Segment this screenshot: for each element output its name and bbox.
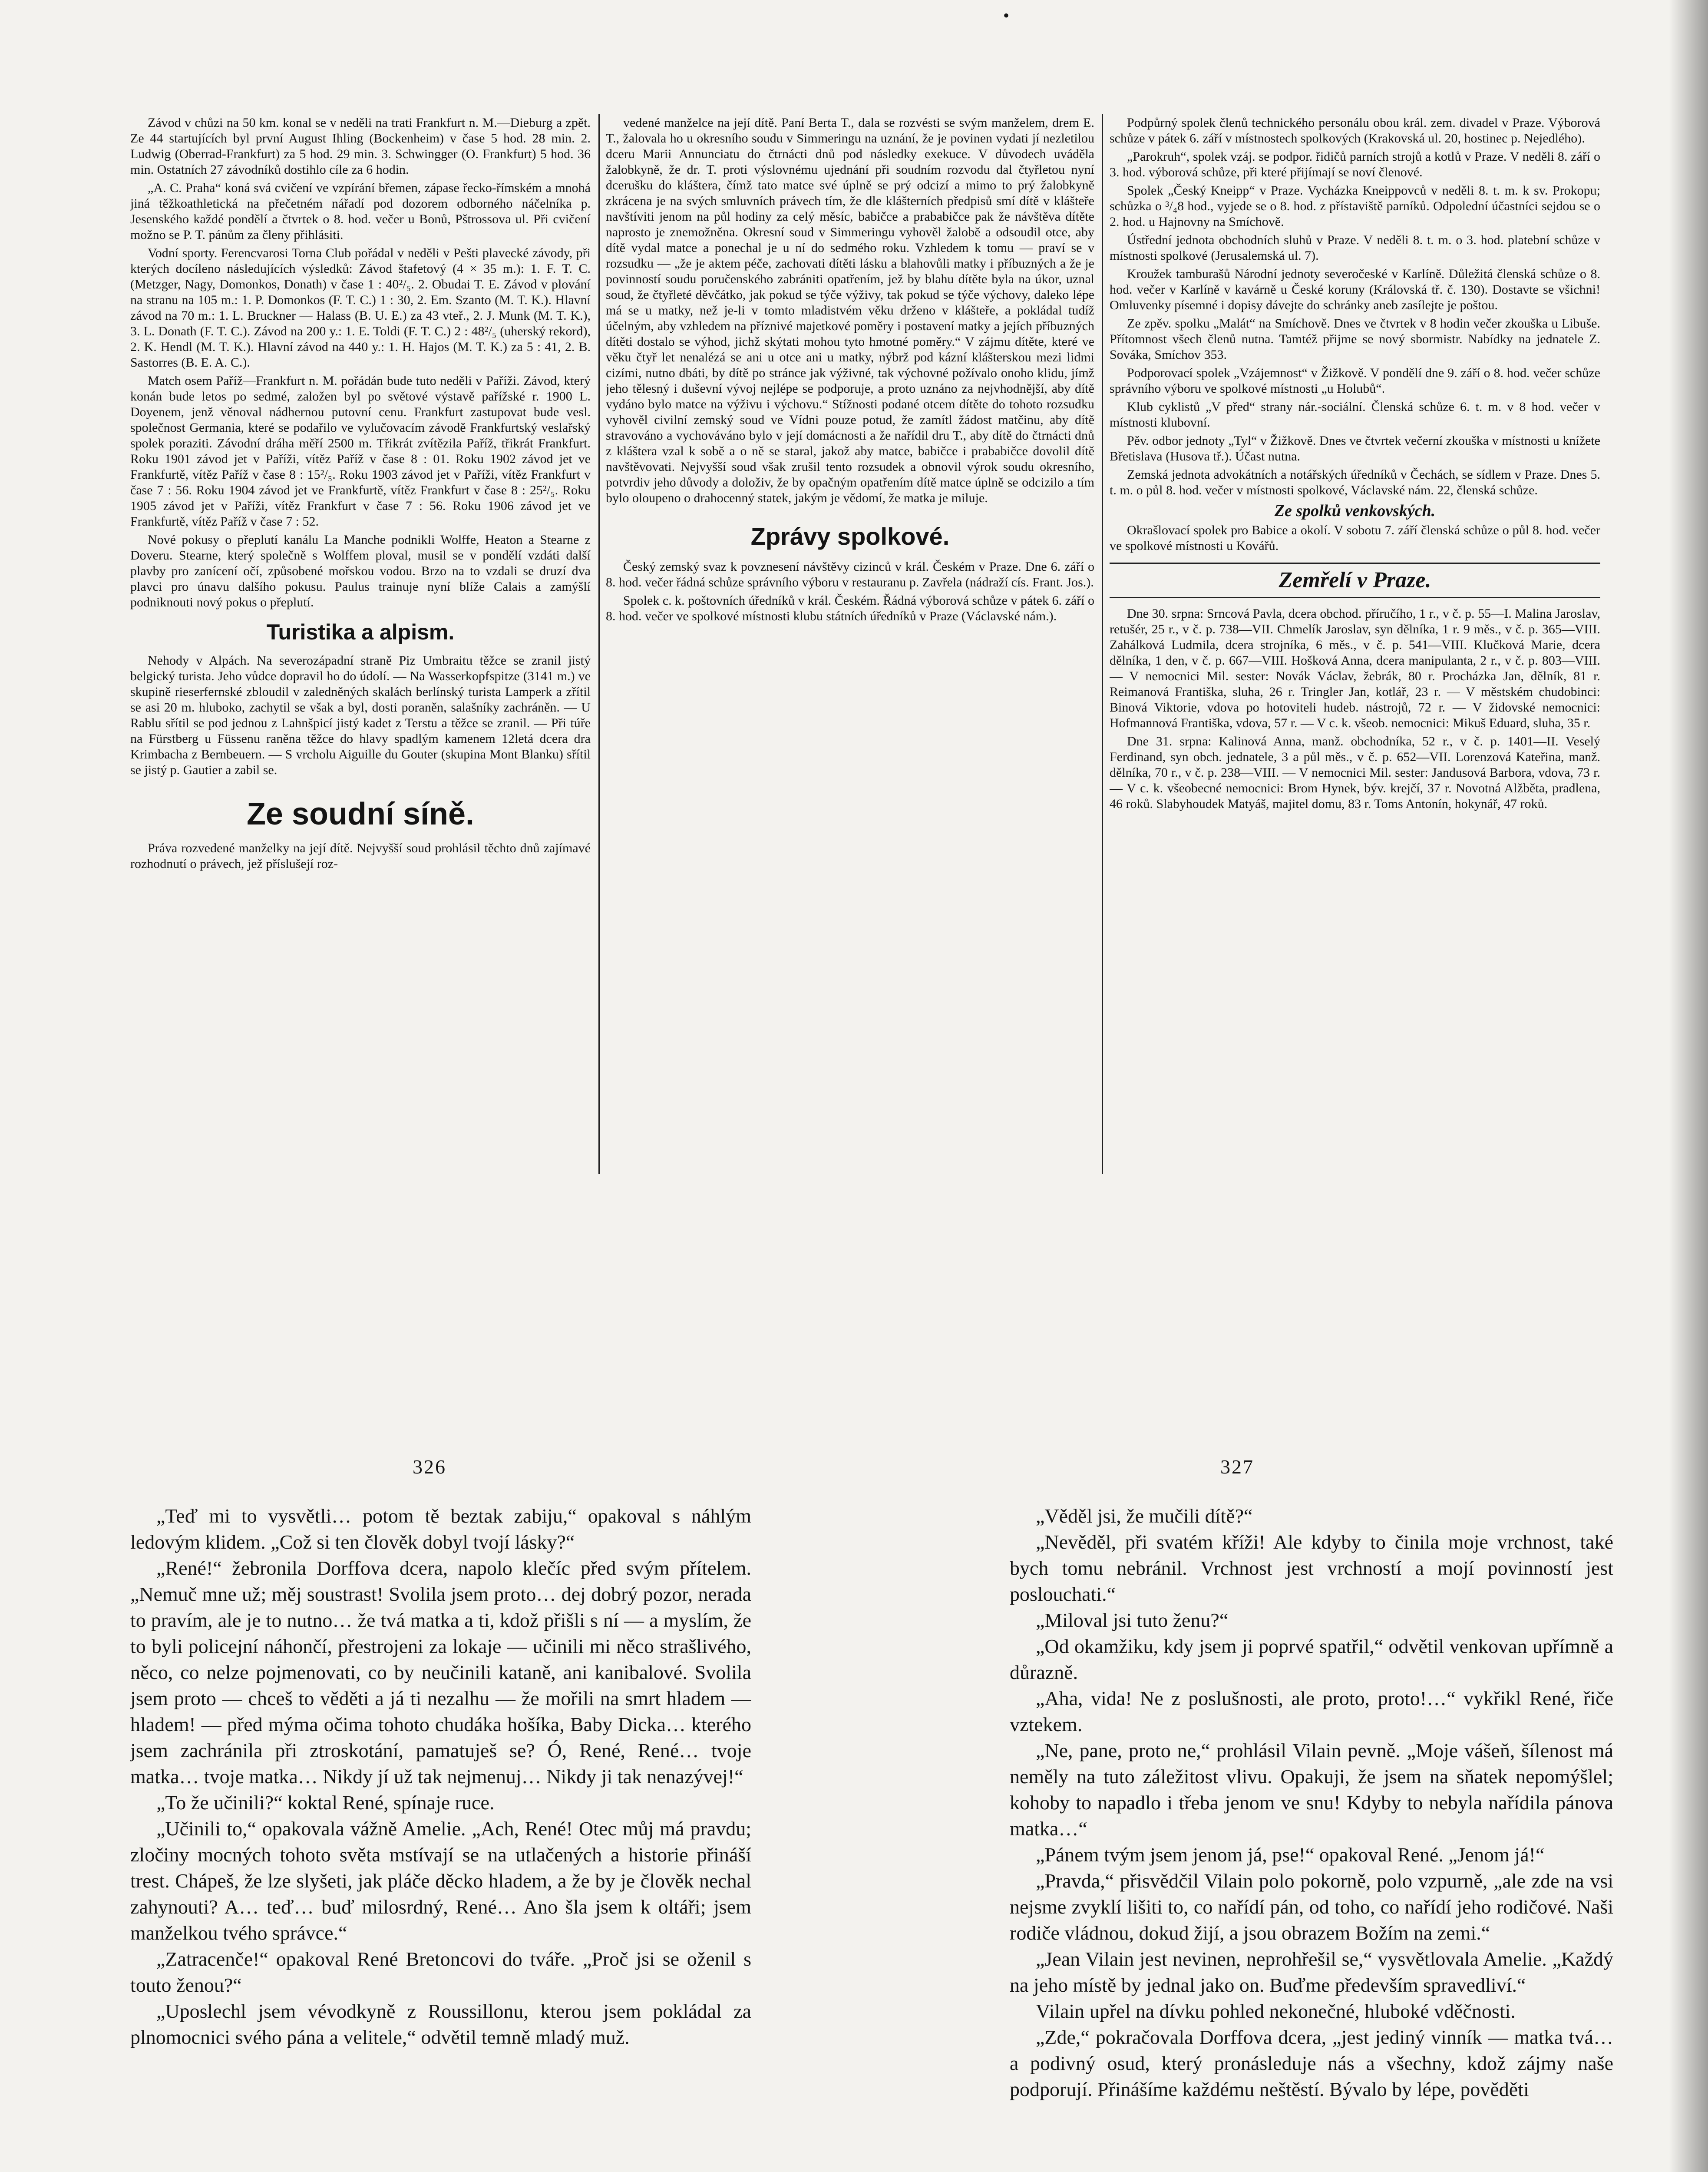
story-paragraph: „Od okamžiku, kdy jsem ji poprvé spatřil,“ odvětil venkovan upřímně a důrazně. bbox=[1010, 1635, 1613, 1683]
spolky-paragraph: Podpůrný spolek členů technického personálu obou král. zem. divadel v Praze. Výborová schůze v pátek 6. září v místnostech spolkových (Krakovská ul. 20, hostinec p. Nejedlého). bbox=[1110, 116, 1600, 146]
sport-paragraph: Nové pokusy o přeplutí kanálu La Manche podnikli Wolffe, Heaton a Stearne z Doveru. Stearne, který společně s Wolffem ploval, musil se v pondělí vzdáti další plavby pro zanícení očí, způsobené mořskou vodou. Brzo na to vzdali se druzí dva plavci pro únavu dalšího pokusu. Paulus trainuje nyní blíže Calais a zamýšlí podniknouti nový pokus o přeplutí. bbox=[130, 533, 591, 609]
section-heading-turistika: Turistika a alpism. bbox=[266, 620, 455, 644]
sport-paragraph: Vodní sporty. Ferencvarosi Torna Club pořádal v neděli v Pešti plavecké závody, při kterých docíleno následujících výsledků: Závod štafetový (4 × 35 m.): 1. F. T. C. (Metzger, Nagy, Domonkos, Donath) v čase 1 : 40²/₅. 2. Obudai T. E. Závod v plování na stranu na 105 m.: 1. P. Domonkos (F. T. C.) 1 : 30, 2. Em. Szanto (M. T. K.). Hlavní závod na 70 m.: 1. L. Bruckner — Halass (B. U. E.) za 43 vteř., 2. J. Munk (M. T. K.), 3. L. Donath (F. T. C.). Závod na 200 y.: 1. E. Toldi (F. T. C.) 2 : 48²/₅ (uherský rekord), 2. K. Hendl (M. T. K.). Hlavní závod na 440 y.: 1. H. Hajos (M. T. K.) za 5 : 41, 2. B. Sastorres (B. E. A. C.). bbox=[130, 246, 591, 370]
story-paragraph: „Aha, vida! Ne z poslušnosti, ale proto, proto!…“ vykřikl René, řiče vztekem. bbox=[1010, 1687, 1613, 1735]
story-paragraph: „Učinili to,“ opakovala vážně Amelie. „Ach, René! Otec můj má pravdu; zločiny mocných tohoto světa mstívají se na utlačených a historie přináší trest. Chápeš, že lze slyšeti, jak pláče děcko hladem, a že by je člověk nechal zahynouti? A… teď… buď milosrdný, René… Ano šla jsem k oltáři; jsem manželkou tvého správce.“ bbox=[130, 1818, 751, 1944]
sport-paragraph: „A. C. Praha“ koná svá cvičení ve vzpírání břemen, zápase řecko-římském a mnohá jiná těžkoathletická na přečetném nářadí pod dozorem odborného náčelníka p. Jesenského každé pondělí a čtvrtek o 8. hod. večer u Bonů, Pštrossova ul. Při cvičení možno se P. T. pánům za členy přihlásiti. bbox=[130, 181, 591, 242]
spolky-paragraph: „Parokruh“, spolek vzáj. se podpor. řidičů parních strojů a kotlů v Praze. V neděli 8. září o 3. hod. výborová schůze, při které přijímají se noví členové. bbox=[1110, 149, 1600, 179]
story-paragraph: „Pánem tvým jsem jenom já, pse!“ opakoval René. „Jenom já!“ bbox=[1036, 1844, 1545, 1866]
column-3 bbox=[1110, 115, 1600, 1175]
venkov-paragraph: Okrašlovací spolek pro Babice a okolí. V sobotu 7. září členská schůze o půl 8. hod. večer ve spolkové místnosti u Kovářů. bbox=[1110, 523, 1600, 553]
page-number-right: 327 bbox=[1220, 1456, 1254, 1478]
sport-paragraph: Závod v chůzi na 50 km. konal se v neděli na trati Frankfurt n. M.—Dieburg a zpět. Ze 44 startujících byl první August Ihling (Bockenheim) v čase 5 hod. 28 min. 2. Ludwig (Oberrad-Frankfurt) za 5 hod. 29 min. 3. Schwingger (O. Frankfurt) 5 hod. 36 min. Ostatních 27 závodníků dostihlo cíle za 6 hodin. bbox=[130, 116, 591, 177]
spolky-paragraph: Podporovací spolek „Vzájemnost“ v Žižkově. V pondělí dne 9. září o 8. hod. večer schůze správního výboru ve spolkové místnosti „u Holubů“. bbox=[1110, 366, 1600, 396]
soud-paragraph: Práva rozvedené manželky na její dítě. Nejvyšší soud prohlásil těchto dnů zajímavé rozhodnutí o právech, jež příslušejí roz- bbox=[130, 841, 591, 871]
spolky-paragraph: Ústřední jednota obchodních sluhů v Praze. V neděli 8. t. m. o 3. hod. platební schůze v místnosti spolkové (Jerusalemská ul. 7). bbox=[1110, 233, 1600, 263]
column-2 bbox=[606, 115, 1094, 1175]
zemreli-paragraph: Dne 31. srpna: Kalinová Anna, manž. obchodníka, 52 r., v č. p. 1401—II. Veselý Ferdinand, syn obch. jednatele, 3 a půl měs., v č. p. 652—VII. Lorenzová Kateřina, manž. dělníka, 70 r., v č. p. 238—VIII. — V nemocnici Mil. sester: Jandusová Barbora, vdova, 73 r. — V c. k. všeobecné nemocnici: Brom Hynek, býv. krejčí, 37 r. Novotná Alžběta, pradlena, 46 roků. Slabyhoudek Matyáš, majitel domu, 83 r. Toms Antonín, hokynář, 47 roků. bbox=[1110, 734, 1600, 811]
section-heading-venkov: Ze spolků venkovských. bbox=[1274, 502, 1436, 520]
story-paragraph: „Ne, pane, proto ne,“ prohlásil Vilain pevně. „Moje vášeň, šílenost má neměly na tuto záležitost vlivu. Opakuji, že jsem na sňatek nepomýšlel; kohoby to napadlo i třeba jenom ve snu! Kdyby to nebyla nařídila pánova matka…“ bbox=[1010, 1739, 1613, 1840]
story-paragraph: „Nevěděl, při svatém kříži! Ale kdyby to činila moje vrchnost, také bych tomu nebránil. Vrchnost jest vrchností a mojí povinností jest poslouchati.“ bbox=[1010, 1531, 1613, 1605]
story-paragraph: „Věděl jsi, že mučili dítě?“ bbox=[1036, 1505, 1253, 1527]
story-column-left bbox=[130, 1503, 751, 2172]
story-column-right bbox=[1010, 1503, 1613, 2172]
section-heading-zpravy: Zprávy spolkové. bbox=[750, 523, 950, 550]
spolky-paragraph: Pěv. odbor jednoty „Tyl“ v Žižkově. Dnes ve čtvrtek večerní zkouška v místnosti u knížete Břetislava (Husova tř.). Účast nutna. bbox=[1110, 434, 1600, 464]
spolky-paragraph: Ze zpěv. spolku „Malát“ na Smíchově. Dnes ve čtvrtek v 8 hodin večer zkouška u Libuše. Přítomnost všech členů nutna. Tamtéž přijme se nový sbormistr. Nabídky na jednatele Z. Sováka, Smíchov 353. bbox=[1110, 316, 1600, 362]
section-heading-soud: Ze soudní síně. bbox=[246, 797, 475, 831]
spolky-paragraph: Klub cyklistů „V před“ strany nár.-sociální. Členská schůze 6. t. m. v 8 hod. večer v místnosti klubovní. bbox=[1110, 400, 1600, 430]
column-rule-1 bbox=[598, 114, 600, 1174]
story-paragraph: „Zatracenče!“ opakoval René Bretoncovi do tváře. „Proč jsi se oženil s touto ženou?“ bbox=[130, 1948, 751, 1996]
column-rule-2 bbox=[1102, 114, 1103, 1174]
story-paragraph: „René!“ žebronila Dorffova dcera, napolo klečíc před svým přítelem. „Nemuč mne už; měj soustrast! Svolila jsem proto… dej dobrý pozor, nerada to pravím, ale je to nutno… že tvá matka a ti, kdož přišli s ní — a myslím, že to byli policejní náhončí, přestrojeni za lokaje — učinili mi něco strašlivého, něco, co nelze pojmenovati, co by neučinili kataně, ani kanibalové. Svolila jsem proto — chceš to věděti a já ti nezalhu — že mořili na smrt hladem — hladem! — před mýma očima tohoto chudáka hošíka, Baby Dicka… kterého jsem zachránila při ztroskotání, pamatuješ se? Ó, René, René… tvoje matka… tvoje matka… Nikdy jí už tak nejmenuj… Nikdy ji tak nenazývej!“ bbox=[130, 1557, 751, 1788]
turistika-paragraph: Nehody v Alpách. Na severozápadní straně Piz Umbraitu těžce se zranil jistý belgický turista. Jeho vůdce dopravil ho do údolí. — Na Wasserkopfspitze (3141 m.) ve skupině rieserfernské zbloudil v zaledněných skalách berlínský turista Lamperk a zřítil se asi 20 m. hluboko, zachytil se však a byl, dosti poraněn, salašníky zachráněn. — U Rablu sřítil se pod jednou z Lahnšpicí jistý kadet z Terstu a těžce se zranil. — Při túře na Fürstberg u Füssenu raněna těžce do hlavy spadlým kamenem 12letá dcera dra Krimbacha z Bernbeuern. — S vrcholu Aiguille du Gouter (skupina Mont Blanku) sřítil se jistý p. Gautier a zabil se. bbox=[130, 653, 591, 777]
zemreli-paragraph: Dne 30. srpna: Srncová Pavla, dcera obchod. příručího, 1 r., v č. p. 55—I. Malina Jaroslav, retušér, 25 r., v č. p. 738—VII. Chmelík Jaroslav, syn dělníka, 1 r. 9 měs., v č. p. 365—VIII. Zahálková Ludmila, dcera strojníka, 6 měs., v č. p. 541—VIII. Klučková Marie, dcera dělníka, 1 den, v č. p. 667—VIII. Hošková Anna, dcera manipulanta, 2 r., v č. p. 803—VIII. — V nemocnici Mil. sester: Novák Václav, žebrák, 80 r. Procházka Jan, dělník, 81 r. Reimanová Františka, sluha, 26 r. Tringler Jan, kotlář, 23 r. — V městském chudobinci: Binová Viktorie, vdova po hotoviteli hudeb. nástrojů, 72 r. — V židovské nemocnici: Hofmannová Františka, vdova, 57 r. — V c. k. všeob. nemocnici: Mikuš Eduard, sluha, 35 r. bbox=[1110, 606, 1600, 730]
spolky-paragraph: Spolek c. k. poštovních úředníků v král. Českém. Řádná výborová schůze v pátek 6. září o 8. hod. večer ve spolkové místnosti klubu státních úředníků v Praze (Václavské nám.). bbox=[606, 593, 1094, 623]
spolky-paragraph: Český zemský svaz k povznesení návštěvy cizinců v král. Českém v Praze. Dne 6. září o 8. hod. večer řádná schůze správního výboru v restauranu p. Zavřela (nádraží cís. Frant. Jos.). bbox=[606, 560, 1094, 589]
story-paragraph: „To že učinili?“ koktal René, spínaje ruce. bbox=[156, 1791, 495, 1814]
story-paragraph: „Pravda,“ přisvědčil Vilain polo pokorně, polo vzpurně, „ale zde na vsi nejsme zvyklí lišiti to, co nařídí pán, od toho, co nařídí jeho rodičové. Naši rodiče vládnou, dokud žijí, a jsou obrazem Božím na zemi.“ bbox=[1010, 1870, 1613, 1944]
column-1 bbox=[130, 115, 591, 1175]
scan-mark: • bbox=[1003, 6, 1010, 25]
story-paragraph: „Miloval jsi tuto ženu?“ bbox=[1036, 1609, 1229, 1631]
story-paragraph: „Uposlechl jsem vévodkyně z Roussillonu, kterou jsem pokládal za plnomocnici svého pána a velitele,“ odvětil temně mladý muž. bbox=[130, 2000, 751, 2048]
page-number-left: 326 bbox=[413, 1456, 446, 1478]
soud-continuation-paragraph: vedené manželce na její dítě. Paní Berta T., dala se rozvésti se svým manželem, drem E. T., žalovala ho u okresního soudu v Simmeringu na uznání, že je povinen vydati jí nezletilou dceru Marii Annunciatu do čtrnácti dnů pod následky exekuce. V důvodech uváděla žalobkyně, že dr. T. proti výslovnému ujednání při soudním rozvodu dal čtyřletou nyní dcerušku do kláštera, čímž tato matce své úplně se prý odcizí a mimo to prý žalobkyně zkrácena je na svých smluvních právech tím, že dle klášterních předpisů smí dítě v klášteře navštíviti jenom na půl hodiny za celý měsíc, babičce a prababičce pak že návštěva dítěte naprosto je znemožněna. Okresní soud v Simmeringu vyhověl žalobě a odsoudil otce, aby dítě vydal matce a ponechal je u ní do sedmého roku. Vzhledem k tomu — praví se v rozsudku — „že je aktem péče, zachovati dítěti lásku a blahovůli matky i příbuzných a že je povinností soudu poručenského zabrániti opatřením, jež by blahu dítěte byla na úkor, uznal soud, že čtyřleté děvčátko, jak pokud se týče výživy, tak pokud se týče výchovy, daleko lépe má se u matky, než je-li v tomto mladistvém věku drženo v klášteře, a pokládal tudíž účelným, aby vzhledem na příznivé majetkové poměry i postavení matky a jejích příbuzných dítěti dostalo se výhod, jichž skýtati mohou tyto hmotné poměry.“ V zájmu dítěte, které ve věku čtyř let nenalézá se ani u otce ani u matky, nýbrž pod kázní klášterskou mezi lidmi cizími, nutno dbáti, by dítě po stránce jak výživné, tak výchovné požívalo onoho klidu, jímž jeho tělesný i duševní vývoj nejlépe se podporuje, a proto uznáno za nejvhodnější, aby dítě vydáno bylo matce na výživu i výchovu.“ Stížnosti podané otcem dítěte do tohoto rozsudku vyhověl civilní zemský soud ve Vídni pouze potud, že zamítl žádost matčinu, aby dítě stravováno a vychováváno bylo v její domácnosti a že nařídil dru T., aby dítě do čtrnácti dnů z kláštera vzal k sobě a o ně se staral, jakož aby matce, babičce i prababičce dovolil dítě navštěvovati. Nejvyšší soud však zrušil tento rozsudek a obnovil výrok soudu okresního, potvrdiv jeho důvody a doloživ, že by opačným opatřením dítě matce úplně se odcizilo a tím bylo oloupeno o drahocenný statek, jakým je vědomí, že matka je miluje. bbox=[606, 116, 1094, 505]
story-paragraph: „Zde,“ pokračovala Dorffova dcera, „jest jediný vinník — matka tvá… a podivný osud, který pronásleduje nás a všechny, kdož zájmy naše podporují. Přinášíme každému neštěstí. Bývalo by lépe, pověděti bbox=[1010, 2026, 1613, 2100]
story-paragraph: „Teď mi to vysvětli… potom tě beztak zabiju,“ opakoval s náhlým ledovým klidem. „Což si ten člověk dobyl tvojí lásky?“ bbox=[130, 1505, 751, 1553]
spolky-paragraph: Kroužek tamburašů Národní jednoty severočeské v Karlíně. Důležitá členská schůze o 8. hod. večer v Karlíně v kavárně u České koruny (Královská tř. č. 130). Dostavte se všichni! Omluvenky písemné i dopisy dávejte do schránky aneb zasílejte je poštou. bbox=[1110, 267, 1600, 312]
sport-paragraph: Match osem Paříž—Frankfurt n. M. pořádán bude tuto neděli v Paříži. Závod, který konán bude letos po sedmé, založen byl po světové výstavě pařížské r. 1900 L. Doyenem, jenž věnoval nádhernou putovní cenu. Frankfurt zastupovat bude vesl. společnost Germania, které se podařilo ve vylučovacím závodě Frankfurtský veslařský spolek poraziti. Závodní dráha měří 2500 m. Třikrát zvítězila Paříž, třikrát Frankfurt. Roku 1901 závod jet v Paříži, vítěz Paříž v čase 8 : 01. Roku 1902 závod jet ve Frankfurtě, vítěz Paříž v čase 8 : 15²/₅. Roku 1903 závod jet v Paříži, vítěz Frankfurt v čase 7 : 56. Roku 1904 závod jet ve Frankfurtě, vítěz Frankfurt v čase 8 : 25²/₅. Roku 1905 závod jet v Paříži, vítěz Frankfurt v čase 7 : 56. Roku 1906 závod jet ve Frankfurtě, vítěz Paříž v čase 7 : 52. bbox=[130, 374, 591, 529]
page-edge-shadow bbox=[1669, 0, 1708, 2172]
spolky-paragraph: Spolek „Český Kneipp“ v Praze. Vycházka Kneippovců v neděli 8. t. m. k sv. Prokopu; schůzka o ³/₄8 hod., vyjede se o 8. hod. z přístaviště parníků. Odpolední účastníci sejdou se o 2. hod. u Hajnovny na Smíchově. bbox=[1110, 183, 1600, 229]
story-paragraph: „Jean Vilain jest nevinen, neprohřešil se,“ vysvětlovala Amelie. „Každý na jeho místě by jednal jako on. Buďme především spravedliví.“ bbox=[1010, 1948, 1613, 1996]
story-paragraph: Vilain upřel na dívku pohled nekonečné, hluboké vděčnosti. bbox=[1036, 2000, 1516, 2022]
spolky-paragraph: Zemská jednota advokátních a notářských úředníků v Čechách, se sídlem v Praze. Dnes 5. t. m. o půl 8. hod. večer v místnosti spolkové, Václavské nám. 22, členská schůze. bbox=[1110, 467, 1600, 497]
section-heading-zemreli: Zemřelí v Praze. bbox=[1110, 563, 1600, 598]
